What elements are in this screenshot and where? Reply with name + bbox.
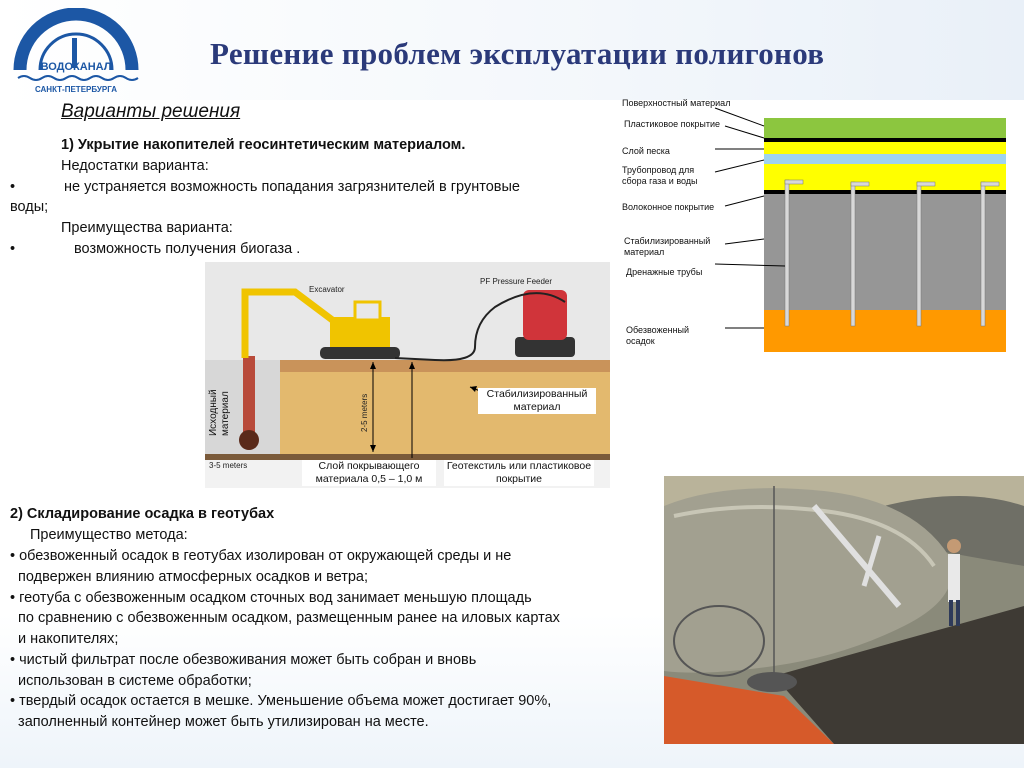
layer-label: Обезвоженный осадок <box>626 325 690 346</box>
advantage-line: • геотуба с обезвоженным осадком сточных вод занимает меньшую площадь <box>10 590 532 606</box>
cover-layer-label: Слой покрывающего материала 0,5 – 1,0 м <box>302 460 436 486</box>
geotextile-label: Геотекстиль или пластиковое покрытие <box>444 460 594 486</box>
cons-text: не устраняется возможность попадания загрязнителей в грунтовые <box>64 179 520 195</box>
svg-text:3-5 meters: 3-5 meters <box>209 461 248 470</box>
variants-heading: Варианты решения <box>61 101 241 122</box>
advantage-line: по сравнению с обезвоженным осадком, размещенным ранее на иловых картах <box>10 610 560 626</box>
geotube-photo <box>664 476 1024 744</box>
option-2-title: 2) Складирование осадка в геотубах <box>10 506 275 522</box>
advantage-line: • твердый осадок остается в мешке. Уменьшение объема может достигает 90%, <box>10 693 552 709</box>
pros-heading: Преимущества варианта: <box>61 220 233 236</box>
vodokanal-logo <box>12 8 140 98</box>
svg-text:2-5 meters: 2-5 meters <box>360 393 369 432</box>
layer-label: Дренажные трубы <box>626 267 703 277</box>
advantage-line: подвержен влиянию атмосферных осадков и ветра; <box>10 569 369 585</box>
advantage-line: • обезвоженный осадок в геотубах изолирован от окружающей среды и не <box>10 548 512 564</box>
layer-label: Стабилизированный материал <box>624 236 711 257</box>
stabilized-material-label: Стабилизированный материал <box>478 388 596 414</box>
svg-text:Excavator: Excavator <box>309 285 345 294</box>
svg-text:САНКТ-ПЕТЕРБУРГА: САНКТ-ПЕТЕРБУРГА <box>34 85 118 94</box>
svg-text:ВОДОКАНАЛ: ВОДОКАНАЛ <box>40 61 112 73</box>
layer-label: Слой песка <box>622 146 670 156</box>
option-1-title: 1) Укрытие накопителей геосинтетическим материалом. <box>61 137 466 153</box>
layer-label: Поверхностный материал <box>622 98 731 108</box>
layers-diagram <box>615 94 1015 356</box>
pros-text: возможность получения биогаза . <box>74 241 301 257</box>
layer-label: Пластиковое покрытие <box>624 119 721 129</box>
layer-label: Волоконное покрытие <box>622 202 715 212</box>
advantage-heading: Преимущество метода: <box>30 527 188 543</box>
bullet-icon: • <box>10 179 16 195</box>
svg-text:PF Pressure Feeder: PF Pressure Feeder <box>480 277 553 286</box>
cons-text-continued: воды; <box>10 199 49 215</box>
page-title: Решение проблем эксплуатации полигонов <box>210 36 825 71</box>
excavation-diagram <box>205 262 610 488</box>
advantage-line: использован в системе обработки; <box>10 673 252 689</box>
advantage-line: заполненный контейнер может быть утилизирован на месте. <box>10 714 429 730</box>
bullet-icon: • <box>10 241 16 257</box>
layer-label: Трубопровод для сбора газа и воды <box>622 165 698 186</box>
cons-heading: Недостатки варианта: <box>61 158 209 174</box>
advantage-line: и накопителях; <box>10 631 119 647</box>
advantage-line: • чистый фильтрат после обезвоживания может быть собран и вновь <box>10 652 477 668</box>
source-material-label: Исходный материал <box>208 389 231 436</box>
